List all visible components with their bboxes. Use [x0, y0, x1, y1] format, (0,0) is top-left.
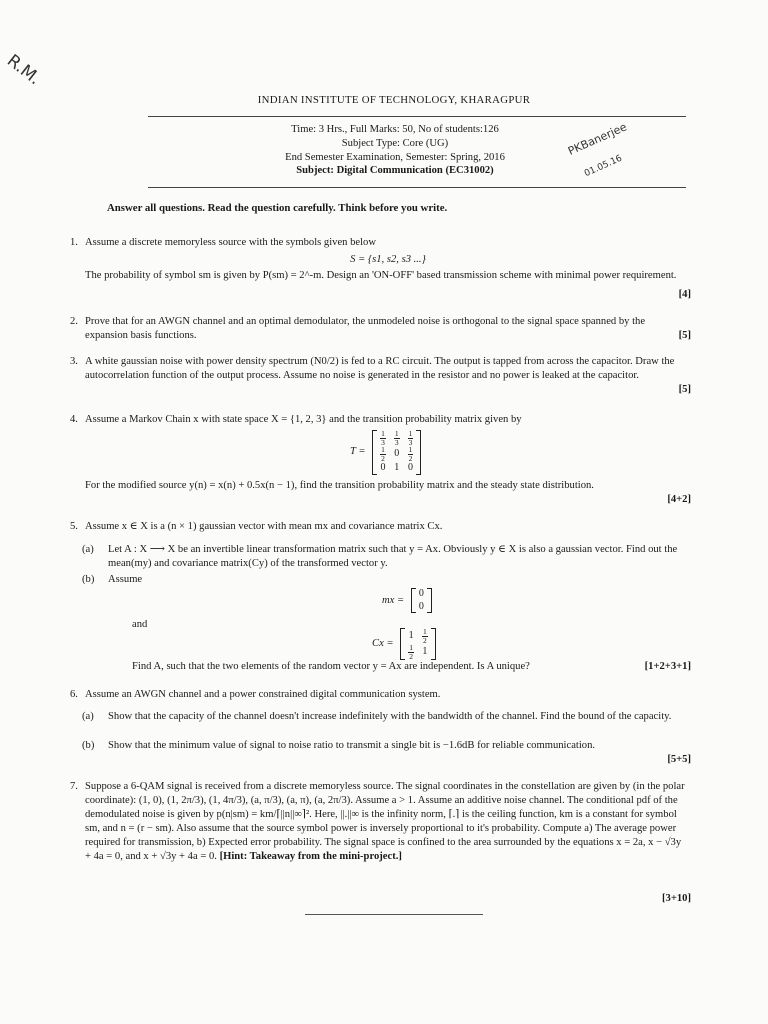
question-number: 2.: [70, 316, 78, 327]
matrix-row: [404, 628, 432, 644]
matrix-cell: 0: [408, 462, 414, 473]
covariance-matrix: [400, 628, 436, 660]
question-text: Assume a Markov Chain x with state space X = {1, 2, 3} and the transition probability matrix given by: [85, 414, 522, 425]
fraction: $\frac{1}{3}$: [394, 429, 399, 447]
matrix-cell: 0: [418, 600, 424, 612]
matrix-cell: [418, 628, 432, 644]
matrix-cell: 0: [418, 588, 424, 599]
fraction: $\frac{1}{2}$: [381, 445, 385, 463]
matrix-cell: 1: [394, 462, 400, 473]
matrix-name: Cx =: [372, 638, 394, 650]
question-body: Suppose a 6-QAM signal is received from a discrete memoryless source. The signal coordinates in the constellation are given by (in the polar coordinate): (1, 0), (1, 2π/3), (1, 4π/3), (a, π/3), (a, π), (a, 2π/3). Assume a > 1. Assume an additive noise channel. The conditional pdf of the demodulated noise is given by p(n|sm) = km/⌈||n||∞⌉². Here, ||.||∞ is the infinity norm, ⌈.⌉ is the ceiling function, km is a constant for symbol sm, and n = (r − sm). Also assume that the source symbol power is inversely proportional to it's probability. Compute a) The average power required for transmission, b) Expected error probability. The signal space is confined to the area surrounded by the equations x = 2a, x − √3y + 4a = 0, and x + √3y + 4a = 0.: [85, 781, 685, 863]
matrix-cell: [404, 644, 418, 660]
subquestion-text: Show that the capacity of the channel doesn't increase indefinitely with the bandwidth of the channel. Find the bound of the capacity.: [108, 711, 672, 722]
mean-vector-block: [382, 588, 432, 613]
fraction: $\frac{1}{2}$: [409, 643, 413, 661]
question-text: Assume x ∈ X is a (n × 1) gaussian vector with mean mx and covariance matrix Cx.: [85, 521, 443, 532]
question-5a: [82, 543, 691, 571]
matrix-table: [376, 430, 417, 475]
question-text: A white gaussian noise with power density spectrum (N0/2) is fed to a RC circuit. The output is tapped from across the capacitor. Draw the autocorrelation function of the output process. Assume no noise is generated in the resistor and no power is leaked at the capacitor.: [85, 356, 675, 381]
question-marks: [3+10]: [662, 893, 691, 904]
header-top-rule: [148, 116, 686, 117]
transition-matrix-block: [350, 430, 421, 475]
question-marks: [5+5]: [667, 754, 691, 765]
matrix-cell: [390, 430, 404, 446]
matrix-cell: 0: [380, 462, 386, 473]
question-marks: [5]: [678, 384, 691, 395]
question-4-continued: [85, 479, 691, 505]
question-5-continued: [132, 660, 691, 674]
question-text-continued: Find A, such that the two elements of the random vector y = Ax are independent. Is A unique?: [132, 661, 530, 672]
question-marks: [4]: [678, 289, 691, 300]
matrix-name: mx =: [382, 594, 405, 606]
handwritten-initials: R.M.: [3, 50, 45, 90]
matrix-row: [404, 644, 432, 660]
matrix-cell: [404, 446, 418, 462]
question-marks: [4+2]: [667, 494, 691, 505]
question-marks: [1+2+3+1]: [644, 661, 691, 672]
matrix-cell: 0: [394, 447, 400, 459]
matrix-row: [376, 430, 417, 446]
and-word: and: [132, 619, 148, 630]
question-number: 6.: [70, 689, 78, 700]
header-bottom-rule: [148, 187, 686, 188]
question-2: [70, 315, 691, 343]
matrix-table: [404, 628, 432, 660]
fraction: $\frac{1}{3}$: [408, 429, 413, 447]
question-number: 7.: [70, 781, 78, 792]
matrix-row: [415, 588, 428, 601]
matrix-table: [415, 588, 428, 613]
matrix-cell: [404, 430, 418, 446]
symbol-set-equation: S = {s1, s2, s3 ...}: [350, 253, 426, 265]
subquestion-label: (a): [82, 711, 94, 722]
question-number: 5.: [70, 521, 78, 532]
matrix-cell: 1: [422, 645, 428, 657]
question-number: 3.: [70, 356, 78, 367]
question-5b: [82, 573, 691, 587]
subquestion-label: (a): [82, 544, 94, 555]
question-number: 1.: [70, 237, 78, 248]
matrix-cell: 1: [408, 629, 414, 641]
subject-type: Subject Type: Core (UG): [341, 138, 449, 149]
matrix-cell: [376, 446, 390, 462]
question-6a: [82, 710, 691, 724]
handwritten-signature: PKBanerjee: [566, 120, 629, 158]
exam-subject: Subject: Digital Communication (EC31002): [296, 165, 494, 176]
question-7: [70, 780, 691, 904]
question-text-continued: The probability of symbol sm is given by P(sm) = 2^-m. Design an 'ON-OFF' based transmission scheme with minimal power requirement.: [85, 269, 677, 281]
subquestion-text: Show that the minimum value of signal to noise ratio to transmit a single bit is −1.6dB for reliable communication.: [108, 740, 596, 751]
question-6: [70, 688, 691, 702]
handwritten-date: 01.05.16: [583, 153, 624, 180]
fraction: $\frac{1}{2}$: [422, 627, 427, 645]
question-text-continued: For the modified source y(n) = x(n) + 0.5x(n − 1), find the transition probability matrix and the steady state distribution.: [85, 480, 594, 491]
question-number: 4.: [70, 414, 78, 425]
question-text: Prove that for an AWGN channel and an optimal demodulator, the unmodeled noise is orthogonal to the signal space spanned by the expansion basis functions.: [85, 316, 646, 341]
question-hint: [Hint: Takeaway from the mini-project.]: [219, 851, 402, 863]
exam-semester: End Semester Examination, Semester: Spring, 2016: [285, 152, 505, 163]
subquestion-text: Assume: [108, 574, 143, 585]
instructions: Answer all questions. Read the question carefully. Think before you write.: [107, 202, 448, 214]
question-3: [70, 355, 691, 395]
question-text: Assume a discrete memoryless source with the symbols given below: [85, 237, 376, 248]
matrix-cell: [376, 430, 390, 446]
matrix-row: [376, 446, 417, 462]
covariance-matrix-block: [372, 628, 436, 660]
institute-title: INDIAN INSTITUTE OF TECHNOLOGY, KHARAGPUR: [257, 94, 531, 106]
transition-matrix: [372, 430, 421, 475]
question-marks: [5]: [678, 330, 691, 341]
matrix-row: [415, 601, 428, 614]
fraction: $\frac{1}{2}$: [408, 445, 413, 463]
subquestion-label: (b): [82, 740, 95, 751]
exam-time-line: Time: 3 Hrs., Full Marks: 50, No of students:126: [291, 124, 499, 135]
subquestion-text: Let A : X ⟶ X be an invertible linear transformation matrix such that y = Ax. Obviously y ∈ X is also a gaussian vector. Find out the mean(my) and covariance matrix(Cy) of the transformed vector y.: [108, 544, 678, 569]
subquestion-label: (b): [82, 574, 95, 585]
question-6b: [82, 739, 691, 765]
fraction: $\frac{1}{3}$: [381, 429, 385, 447]
mean-vector: [411, 588, 432, 613]
question-4: [70, 413, 691, 427]
question-5: [70, 520, 691, 534]
matrix-row: [376, 462, 417, 475]
matrix-name: T =: [350, 446, 366, 458]
question-1: [70, 236, 691, 300]
end-rule: [305, 914, 483, 915]
question-text: [85, 780, 685, 864]
question-text: Assume an AWGN channel and a power constrained digital communication system.: [85, 689, 441, 700]
